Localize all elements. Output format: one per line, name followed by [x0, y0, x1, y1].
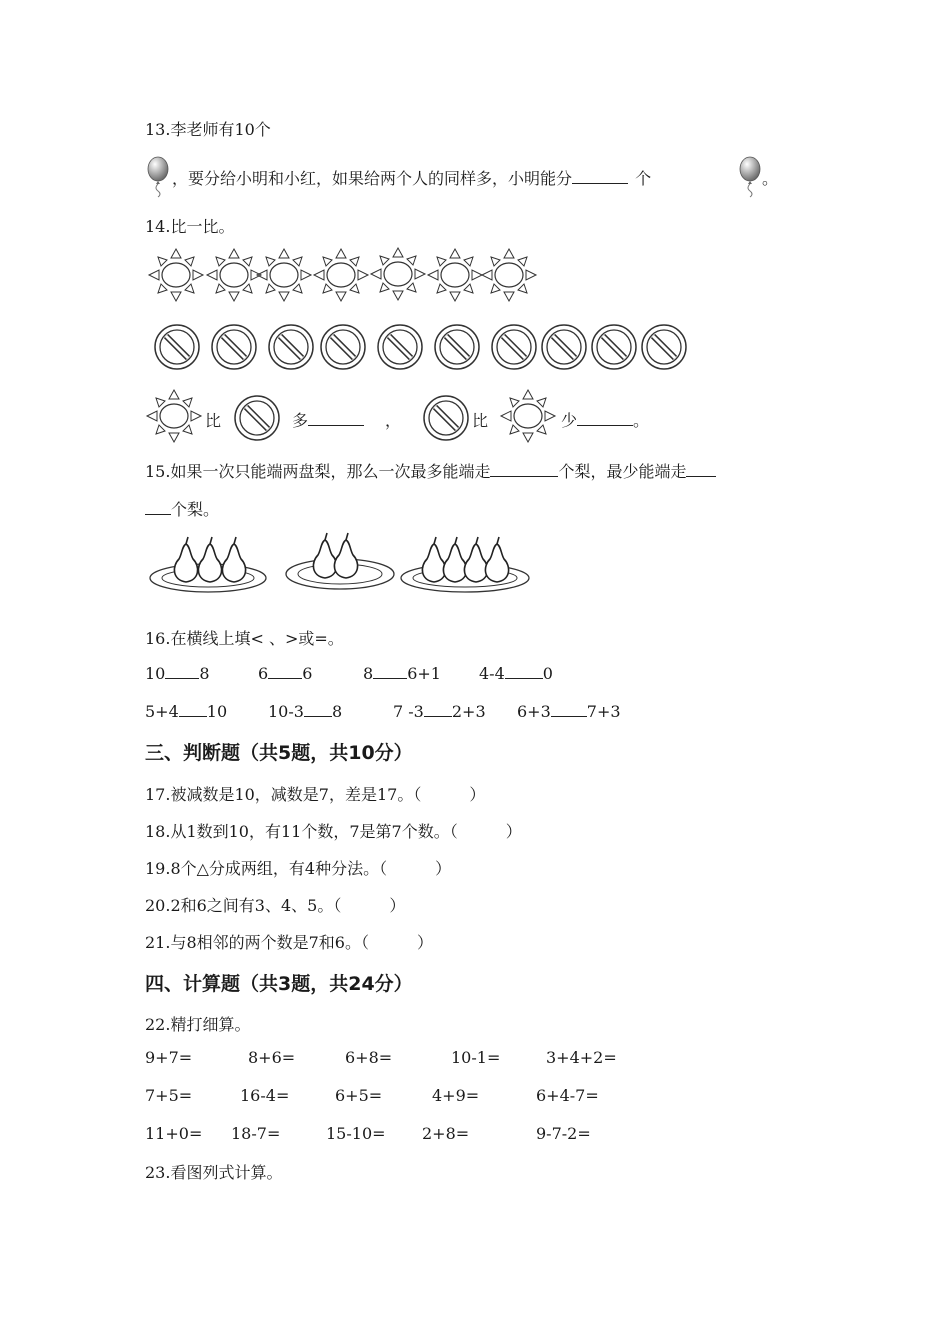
pear-icon [443, 537, 466, 582]
rhs: 7+3 [586, 702, 621, 721]
lhs: 10 [145, 664, 166, 683]
sun-icon [314, 249, 368, 301]
prohibit-icon [233, 395, 283, 443]
q16-title: 16.在横线上填< 、>或=。 [145, 629, 344, 648]
q16-row2-item [268, 702, 342, 721]
sun-icon [149, 249, 203, 301]
compare-blank[interactable] [373, 677, 407, 679]
sun-icon [482, 249, 536, 301]
q14-title: 14.比一比。 [145, 217, 235, 236]
lhs: 4-4 [479, 664, 505, 683]
pear-icon [313, 533, 336, 578]
plate-3-pears [150, 537, 266, 592]
compare-blank[interactable] [505, 677, 543, 679]
q15-line1b: 个梨，最少能端走 [558, 462, 687, 481]
q14-end: 。 [633, 411, 650, 430]
sun-icon [146, 392, 206, 442]
prohibit-row [150, 323, 695, 373]
calc-item: 9+7= [145, 1048, 193, 1067]
lhs: 10-3 [268, 702, 304, 721]
prohibit-icon [542, 325, 586, 369]
rhs: 6 [302, 664, 313, 683]
q15-line2 [145, 497, 219, 520]
calc-item: 10-1= [451, 1048, 501, 1067]
q16-row2-item [393, 702, 486, 721]
prohibit-icon [269, 325, 313, 369]
answer-blank[interactable] [308, 424, 364, 426]
q13-mid: ，要分给小明和小红，如果给两个人的同样多，小明能分 [172, 169, 573, 188]
answer-blank-max[interactable] [490, 475, 558, 477]
section-heading: 三、判断题（共5题，共10分） [145, 742, 413, 764]
compare-blank[interactable] [179, 715, 207, 717]
q14-comma: ， [385, 411, 402, 430]
q16-row2-item [517, 702, 621, 721]
sun-icon [371, 248, 425, 300]
lhs: 6 [258, 664, 269, 683]
calc-item: 6+8= [345, 1048, 393, 1067]
q13-text [172, 166, 651, 189]
prohibit-icon [422, 395, 472, 443]
calc-item: 11+0= [145, 1124, 203, 1143]
balloon-icon [737, 157, 763, 201]
q14-shao: 少 [561, 411, 578, 430]
pear-icon [464, 537, 487, 582]
judge-item: 19.8个△分成两组，有4种分法。（ ） [145, 859, 452, 878]
judge-item: 18.从1数到10，有11个数，7是第7个数。（ ） [145, 822, 522, 841]
prohibit-icon [592, 325, 636, 369]
rhs: 2+3 [451, 702, 486, 721]
rhs: 0 [542, 664, 553, 683]
rhs: 8 [331, 702, 343, 721]
calc-item: 18-7= [231, 1124, 281, 1143]
calc-item: 15-10= [326, 1124, 386, 1143]
calc-item: 8+6= [248, 1048, 296, 1067]
q15-line1 [145, 459, 716, 482]
calc-item: 4+9= [432, 1086, 480, 1105]
pear-plates [148, 538, 538, 608]
judge-item: 17.被减数是10，减数是7，差是17。（ ） [145, 785, 486, 804]
q16-row2-item [145, 702, 227, 721]
answer-blank[interactable] [577, 424, 633, 426]
prohibit-icon [435, 325, 479, 369]
calc-item: 2+8= [422, 1124, 470, 1143]
q14-bi-2: 比 [472, 411, 489, 430]
plate-2-pears [286, 533, 394, 589]
pear-icon [174, 537, 197, 582]
q13-line1: 13.李老师有10个 [145, 120, 271, 139]
lhs: 8 [363, 664, 374, 683]
prohibit-icon [212, 325, 256, 369]
compare-blank[interactable] [424, 715, 452, 717]
q13-unit: 个 [635, 169, 652, 188]
q13-end: 。 [762, 169, 779, 188]
sun-icon [207, 249, 261, 301]
answer-blank-min[interactable] [686, 475, 716, 477]
calc-item: 3+4+2= [546, 1048, 617, 1067]
pear-icon [334, 533, 357, 578]
calc-item: 6+5= [335, 1086, 383, 1105]
pear-icon [422, 537, 445, 582]
pear-icon [485, 537, 508, 582]
compare-blank[interactable] [304, 715, 332, 717]
rhs: 8 [199, 664, 210, 683]
calc-item: 9-7-2= [536, 1124, 591, 1143]
q16-row1-item [145, 664, 210, 683]
q16-row1-item [479, 664, 553, 683]
answer-blank[interactable] [572, 182, 628, 184]
sun-icon [428, 249, 482, 301]
rhs: 6+1 [407, 664, 441, 683]
q16-row1-item [258, 664, 312, 683]
lhs: 7 -3 [393, 702, 424, 721]
q14-shao-group [561, 408, 649, 431]
judge-item: 21.与8相邻的两个数是7和6。（ ） [145, 933, 433, 952]
q22-title: 22.精打细算。 [145, 1015, 251, 1034]
prohibit-icon [492, 325, 536, 369]
lhs: 6+3 [517, 702, 551, 721]
compare-blank[interactable] [551, 715, 587, 717]
prohibit-icon [642, 325, 686, 369]
calc-item: 6+4-7= [536, 1086, 599, 1105]
calc-item: 7+5= [145, 1086, 193, 1105]
plate-4-pears [401, 537, 529, 592]
q14-duo: 多 [292, 411, 309, 430]
q16-row1-item [363, 664, 441, 683]
q15-line2-text: 个梨。 [171, 500, 220, 519]
answer-blank-min-cont[interactable] [145, 513, 171, 515]
pear-icon [198, 537, 221, 582]
calc-item: 16-4= [240, 1086, 290, 1105]
rhs: 10 [206, 702, 228, 721]
q15-line1a: 15.如果一次只能端两盘梨，那么一次最多能端走 [145, 462, 491, 481]
sun-icon [257, 249, 311, 301]
compare-blank[interactable] [165, 677, 199, 679]
section-heading: 四、计算题（共3题，共24分） [145, 973, 413, 995]
compare-blank[interactable] [268, 677, 302, 679]
lhs: 5+4 [145, 702, 179, 721]
judge-item: 20.2和6之间有3、4、5。（ ） [145, 896, 406, 915]
q14-bi: 比 [205, 411, 222, 430]
balloon-icon [145, 157, 171, 201]
q14-duo-group [292, 408, 364, 431]
prohibit-icon [155, 325, 199, 369]
sun-row [146, 250, 546, 300]
q23-title: 23.看图列式计算。 [145, 1163, 283, 1182]
sun-icon [500, 392, 560, 442]
pear-icon [222, 537, 245, 582]
prohibit-icon [378, 325, 422, 369]
prohibit-icon [321, 325, 365, 369]
